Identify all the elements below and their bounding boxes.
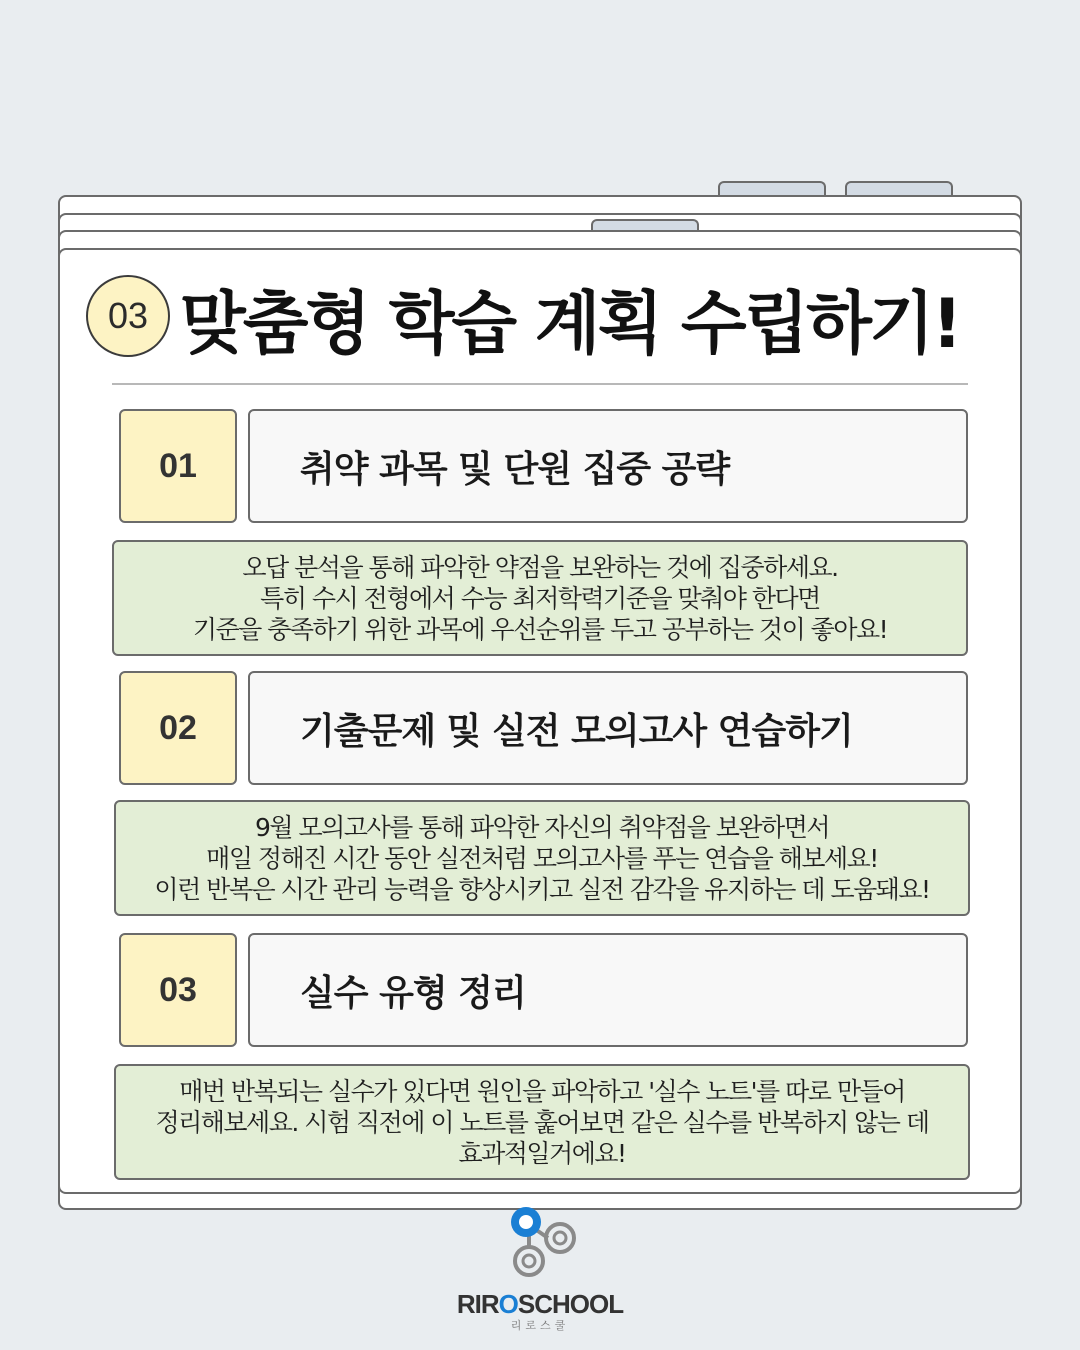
riroschool-logo [440, 1205, 640, 1335]
description-line: 효과적일거에요! [458, 1138, 626, 1168]
logo-mark-icon [440, 1205, 640, 1287]
page-title: 맞춤형 학습 계획 수립하기! [180, 285, 960, 364]
description-line: 정리해보세요. 시험 직전에 이 노트를 훑어보면 같은 실수를 반복하지 않는 데 [155, 1107, 929, 1137]
description-line: 이런 반복은 시간 관리 능력을 향상시키고 실전 감각을 유지하는 데 도움돼요! [154, 874, 930, 904]
description-line: 기준을 충족하기 위한 과목에 우선순위를 두고 공부하는 것이 좋아요! [192, 614, 888, 644]
item-description [114, 800, 970, 916]
description-line: 오답 분석을 통해 파악한 약점을 보완하는 것에 집중하세요. [242, 552, 838, 582]
description-line: 9월 모의고사를 통해 파악한 자신의 취약점을 보완하면서 [254, 812, 830, 842]
section-number-badge: 03 [86, 275, 170, 357]
item-number: 03 [119, 933, 237, 1047]
description-line: 매번 반복되는 실수가 있다면 원인을 파악하고 '실수 노트'를 따로 만들어 [179, 1076, 905, 1106]
item-description [114, 1064, 970, 1180]
description-line: 특히 수시 전형에서 수능 최저학력기준을 맞춰야 한다면 [260, 583, 820, 613]
item-title: 실수 유형 정리 [248, 933, 968, 1047]
description-line: 매일 정해진 시간 동안 실전처럼 모의고사를 푸는 연습을 해보세요! [206, 843, 878, 873]
item-number: 02 [119, 671, 237, 785]
logo-wordmark: RIROSCHOOL [456, 1289, 624, 1319]
logo-subtitle: 리로스쿨 [510, 1319, 570, 1332]
item-number: 01 [119, 409, 237, 523]
item-description [112, 540, 968, 656]
title-divider [112, 383, 968, 385]
item-title: 취약 과목 및 단원 집중 공략 [248, 409, 968, 523]
item-title: 기출문제 및 실전 모의고사 연습하기 [248, 671, 968, 785]
